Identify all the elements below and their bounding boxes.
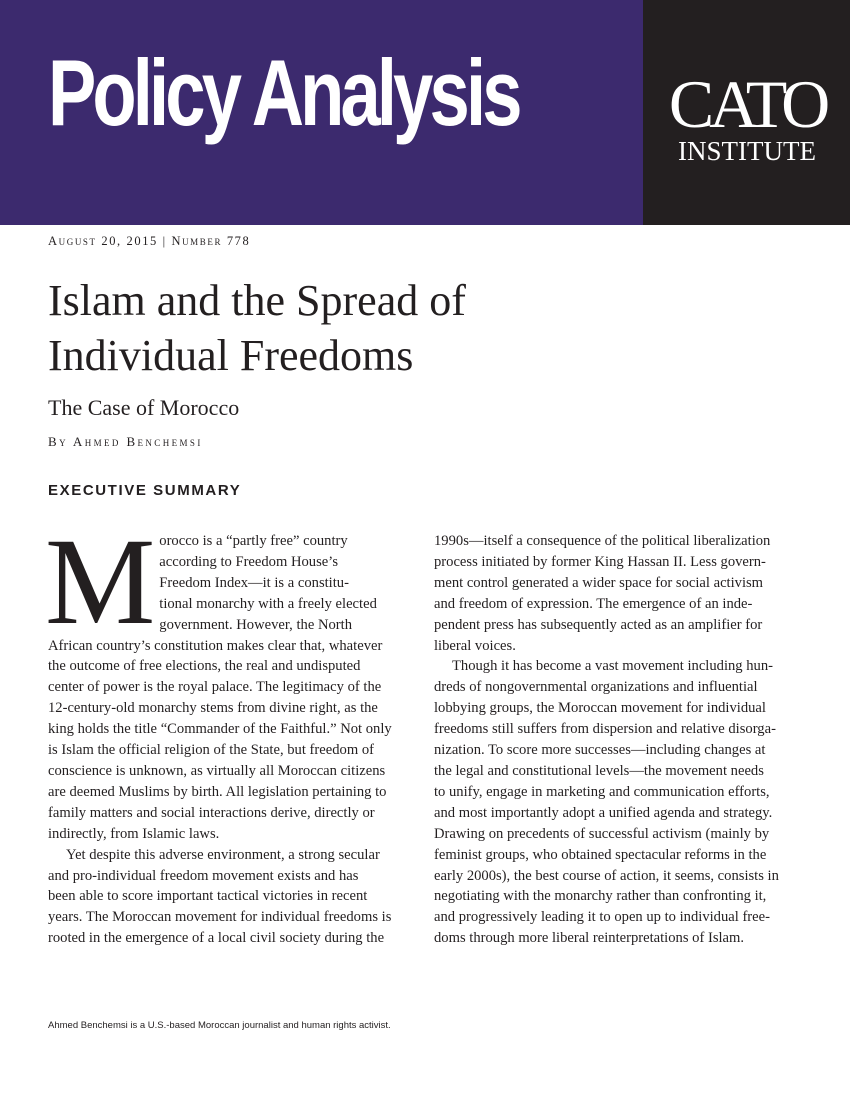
text-line: is Islam the official religion of the State, but freedom of (48, 742, 374, 759)
body-column-right (434, 531, 788, 949)
text-line: and pro-individual freedom movement exists and has (48, 867, 359, 884)
date-number-line: August 20, 2015 | Number 778 (48, 234, 251, 248)
paragraph (45, 513, 402, 845)
document-subtitle: The Case of Morocco (48, 395, 240, 420)
text-line: years. The Moroccan movement for individual freedoms is (48, 909, 392, 926)
masthead-purple-band (0, 0, 643, 225)
text-line: and progressively leading it to open up to individual free- (434, 909, 770, 926)
text-line: 12-century-old monarchy stems from divine right, as the (48, 700, 378, 717)
text-line: process initiated by former King Hassan II. Less govern- (434, 553, 766, 570)
text-line: Yet despite this adverse environment, a strong secular (66, 846, 380, 863)
text-line: Though it has become a vast movement including hun- (452, 658, 773, 675)
text-line: to unify, engage in marketing and communication efforts, (434, 783, 770, 800)
text-line: feminist groups, who obtained spectacular reforms in the (434, 846, 767, 863)
series-title: Policy Analysis (48, 40, 519, 145)
text-line: and most importantly adopt a unified agenda and strategy. (434, 804, 773, 821)
paragraph (48, 845, 402, 950)
text-line: nization. To score more successes—including changes at (434, 742, 766, 759)
text-line: 1990s—itself a consequence of the political liberalization (434, 533, 771, 549)
text-line: according to Freedom House’s (159, 553, 338, 570)
masthead (0, 0, 850, 225)
title-line: Individual Freedoms (48, 331, 414, 380)
title-line: Islam and the Spread of (48, 276, 466, 325)
text-line: and freedom of expression. The emergence of an inde- (434, 595, 753, 612)
text-line: doms through more liberal reinterpretations of Islam. (434, 930, 745, 947)
text-line: conscience is unknown, as virtually all Moroccan citizens (48, 762, 386, 779)
drop-cap: M (45, 513, 156, 650)
text-line: the legal and constitutional levels—the movement needs (434, 762, 764, 779)
text-line: tional monarchy with a freely elected (159, 595, 377, 612)
text-line: been able to score important tactical victories in recent (48, 888, 368, 905)
author-footnote: Ahmed Benchemsi is a U.S.-based Moroccan journalist and human rights activist. (48, 1020, 391, 1031)
text-line: pendent press has subsequently acted as an amplifier for (434, 616, 763, 633)
text-line: family matters and social interactions derive, directly or (48, 804, 375, 821)
paragraph (434, 531, 788, 656)
paragraph (434, 656, 788, 949)
text-line: African country’s constitution makes clear that, whatever (48, 637, 383, 654)
text-line: liberal voices. (434, 637, 516, 654)
text-line: Drawing on precedents of successful activism (mainly by (434, 825, 770, 842)
text-line: the outcome of free elections, the real and undisputed (48, 658, 361, 675)
text-line: freedoms still suffers from dispersion and relative disorga- (434, 721, 776, 738)
text-line: dreds of nongovernmental organizations and influential (434, 679, 758, 696)
text-line: negotiating with the monarchy rather than confronting it, (434, 888, 767, 905)
text-line: king holds the title “Commander of the Faithful.” Not only (48, 721, 392, 738)
text-line: are deemed Muslims by birth. All legislation pertaining to (48, 783, 387, 800)
body-column-left (45, 513, 402, 949)
text-line: indirectly, from Islamic laws. (48, 825, 220, 842)
text-line: ment control generated a wider space for social activism (434, 574, 764, 591)
text-line: center of power is the royal palace. The legitimacy of the (48, 679, 382, 696)
text-line: lobbying groups, the Moroccan movement for individual (434, 700, 766, 717)
text-line: government. However, the North (159, 616, 352, 633)
byline: By Ahmed Benchemsi (48, 434, 203, 449)
document-title (48, 273, 648, 383)
text-line: Freedom Index—it is a constitu- (159, 574, 349, 591)
text-line: early 2000s), the best course of action, it seems, consists in (434, 867, 779, 884)
cato-logo-subtitle: INSTITUTE (678, 136, 816, 166)
section-heading: EXECUTIVE SUMMARY (48, 482, 242, 499)
cato-logo-wordmark: CATO (668, 66, 826, 142)
text-line: rooted in the emergence of a local civil society during the (48, 930, 385, 947)
text-line: orocco is a “partly free” country (159, 533, 348, 549)
